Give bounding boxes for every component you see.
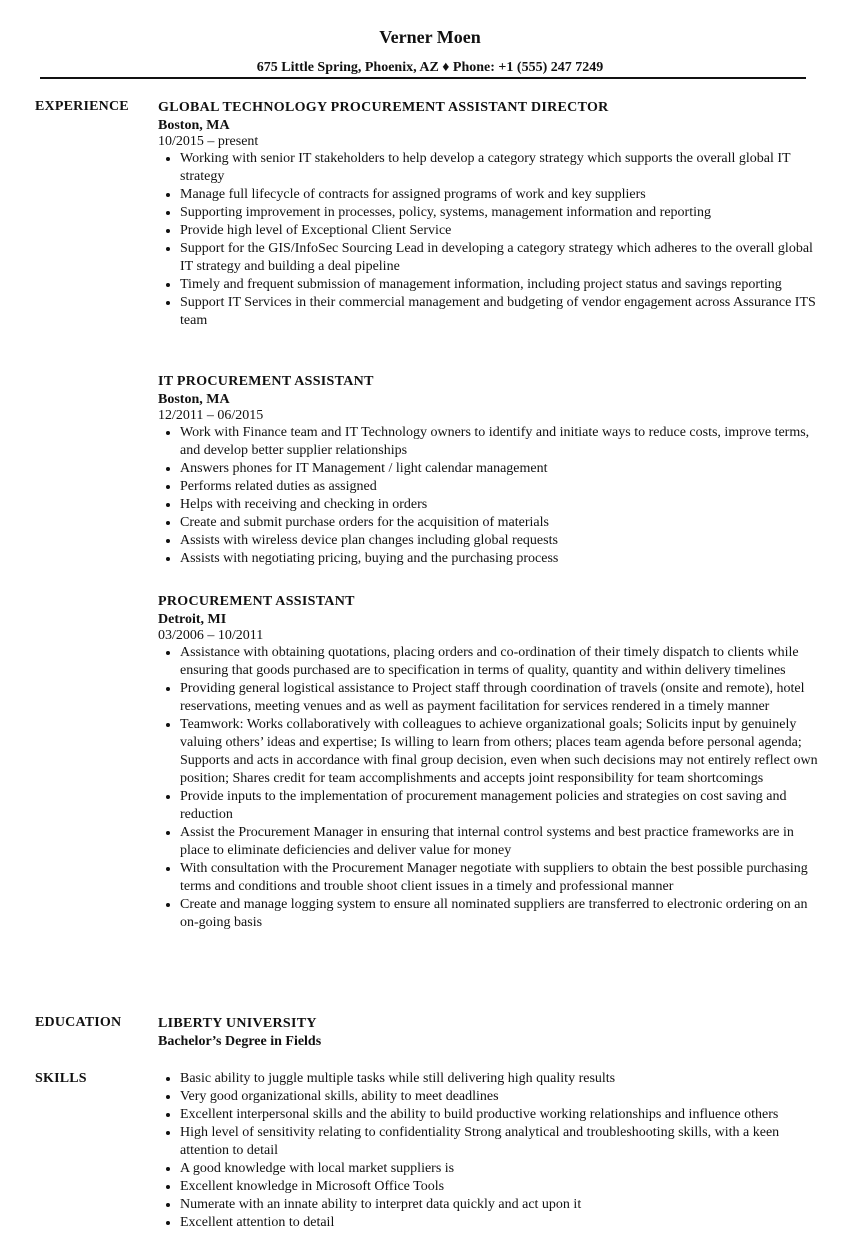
candidate-name: Verner Moen: [379, 27, 481, 47]
list-item: • Supporting improvement in processes, policy, systems, management information and reporting: [180, 204, 818, 222]
job-location: Boston, MA: [158, 392, 230, 407]
list-item: • Provide inputs to the implementation of procurement management policies and strategies on cost saving and reduction: [180, 788, 818, 824]
job-location: Boston, MA: [158, 118, 230, 133]
section-label-experience: EXPERIENCE: [35, 99, 129, 114]
list-item: • Assist the Procurement Manager in ensuring that internal control systems and best practice frameworks are in place to eliminate deficiencies and deliver value for money: [180, 824, 818, 860]
list-item: • Support for the GIS/InfoSec Sourcing Lead in developing a category strategy which adheres to the overall global IT strategy and building a deal pipeline: [180, 240, 818, 276]
job-bullets: [158, 150, 818, 330]
job-title: IT PROCUREMENT ASSISTANT: [158, 374, 374, 389]
list-item: • Performs related duties as assigned: [180, 478, 818, 496]
section-label-education: EDUCATION: [35, 1015, 122, 1030]
job-bullets: [158, 424, 818, 568]
job-dates: 12/2011 – 06/2015: [158, 408, 264, 423]
job-entry: [158, 98, 818, 330]
job-bullets: [158, 644, 818, 932]
degree: Bachelor’s Degree in Fields: [158, 1034, 322, 1049]
header-divider: [40, 77, 806, 79]
skills-list: [158, 1070, 818, 1232]
list-item: • Work with Finance team and IT Technology owners to identify and initiate ways to reduce costs, improve terms, and develop better supplier relationships: [180, 424, 818, 460]
list-item: • A good knowledge with local market suppliers is: [180, 1160, 818, 1178]
list-item: • Numerate with an innate ability to interpret data quickly and act upon it: [180, 1196, 818, 1214]
list-item: • Helps with receiving and checking in orders: [180, 496, 818, 514]
list-item: • Excellent attention to detail: [180, 1214, 818, 1232]
list-item: • Assists with negotiating pricing, buying and the purchasing process: [180, 550, 818, 568]
education-entry: [158, 1014, 818, 1050]
list-item: • With consultation with the Procurement Manager negotiate with suppliers to obtain the best possible purchasing terms and conditions and trouble shoot client issues in a timely and professional manner: [180, 860, 818, 896]
list-item: • Excellent knowledge in Microsoft Office Tools: [180, 1178, 818, 1196]
list-item: • Very good organizational skills, ability to meet deadlines: [180, 1088, 818, 1106]
job-dates: 03/2006 – 10/2011: [158, 628, 264, 643]
job-entry: [158, 592, 818, 932]
list-item: • Providing general logistical assistance to Project staff through coordination of travels (onsite and remote), hotel reservations, meeting venues and as well as payment facilitation for services rendered in a timely manner: [180, 680, 818, 716]
list-item: • Answers phones for IT Management / light calendar management: [180, 460, 818, 478]
list-item: • Manage full lifecycle of contracts for assigned programs of work and key suppliers: [180, 186, 818, 204]
job-title: PROCUREMENT ASSISTANT: [158, 594, 355, 609]
list-item: • Provide high level of Exceptional Client Service: [180, 222, 818, 240]
list-item: • Create and submit purchase orders for the acquisition of materials: [180, 514, 818, 532]
section-label-skills: SKILLS: [35, 1071, 87, 1086]
job-entry: [158, 372, 818, 568]
list-item: • Assists with wireless device plan changes including global requests: [180, 532, 818, 550]
list-item: • Working with senior IT stakeholders to help develop a category strategy which supports the overall global IT strategy: [180, 150, 818, 186]
job-title: GLOBAL TECHNOLOGY PROCUREMENT ASSISTANT DIRECTOR: [158, 100, 609, 115]
list-item: • Basic ability to juggle multiple tasks while still delivering high quality results: [180, 1070, 818, 1088]
job-dates: 10/2015 – present: [158, 134, 259, 149]
contact-line: 675 Little Spring, Phoenix, AZ ♦ Phone: +1 (555) 247 7249: [256, 60, 604, 75]
list-item: • Assistance with obtaining quotations, placing orders and co-ordination of their timely dispatch to clients while ensuring that goods purchased are to specification in terms of quality, quantity and within delivery timelines: [180, 644, 818, 680]
job-location: Detroit, MI: [158, 612, 227, 627]
list-item: • Support IT Services in their commercial management and budgeting of vendor engagement across Assurance ITS team: [180, 294, 818, 330]
list-item: • Create and manage logging system to ensure all nominated suppliers are transferred to electronic ordering on an on-going basis: [180, 896, 818, 932]
list-item: • Timely and frequent submission of management information, including project status and savings reporting: [180, 276, 818, 294]
list-item: • Excellent interpersonal skills and the ability to build productive working relationships and influence others: [180, 1106, 818, 1124]
school-name: LIBERTY UNIVERSITY: [158, 1016, 317, 1031]
list-item: • High level of sensitivity relating to confidentiality Strong analytical and troubleshooting skills, with a keen attention to detail: [180, 1124, 818, 1160]
list-item: • Teamwork: Works collaboratively with colleagues to achieve organizational goals; Solicits input by genuinely valuing others’ ideas and expertise; Is willing to learn from others; places team agenda before personal agenda; Supports and acts in accordance with final group decision, even when such decisions may not entirely reflect own position; Shares credit for team accomplishments and accepts joint responsibility for team shortcomings: [180, 716, 818, 788]
skills-list-container: [158, 1070, 818, 1232]
